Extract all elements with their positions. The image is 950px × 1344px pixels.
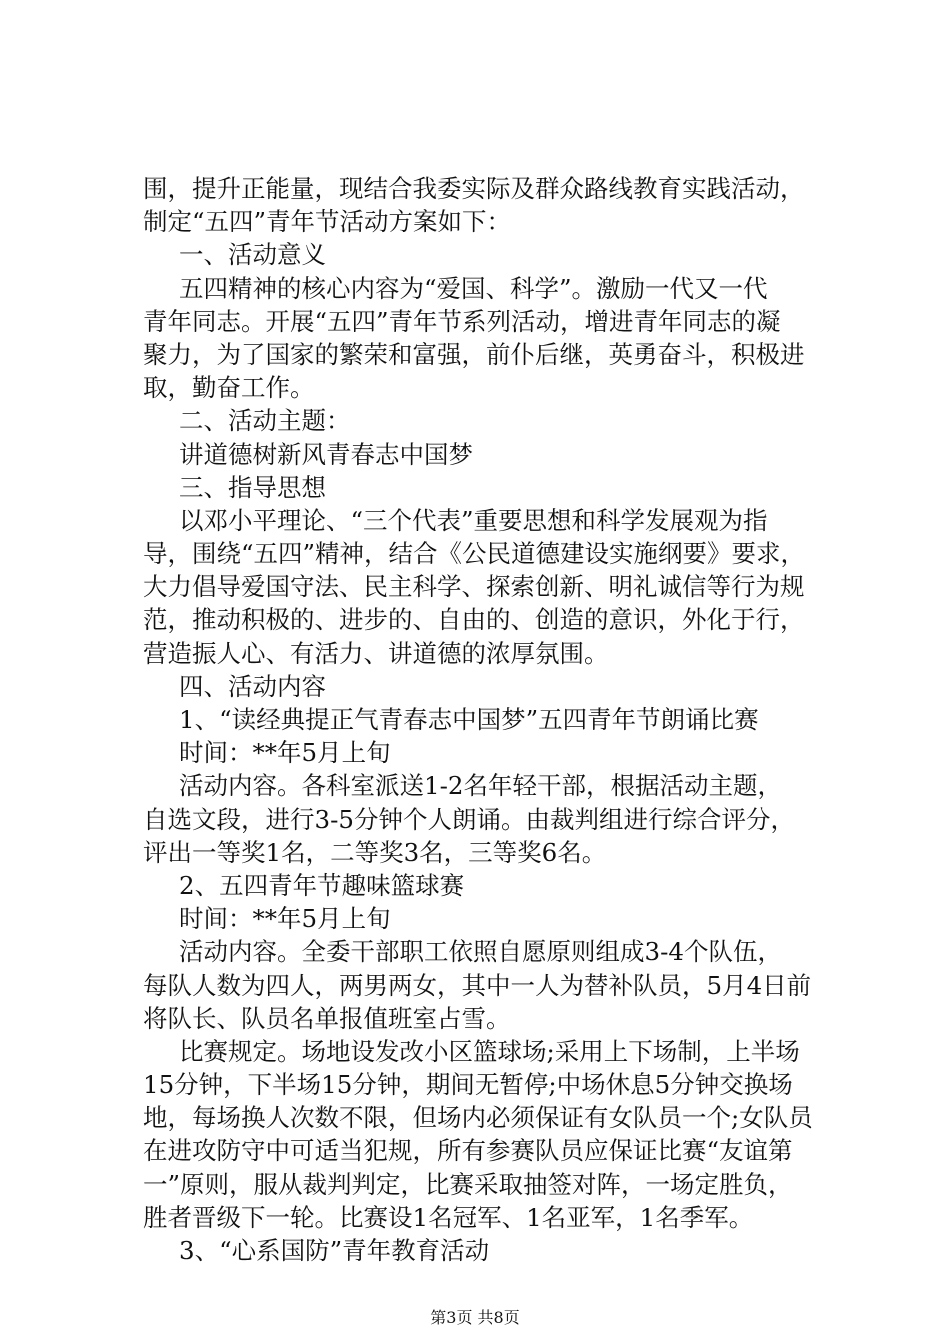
text-line: 聚力，为了国家的繁荣和富强，前仆后继，英勇奋斗，积极进	[143, 339, 805, 369]
document-body	[143, 172, 843, 1267]
text-line: 四、活动内容	[179, 671, 326, 701]
text-line: 以邓小平理论、“三个代表”重要思想和科学发展观为指	[179, 505, 768, 535]
text-line: 1、“读经典提正气青春志中国梦”五四青年节朗诵比赛	[179, 705, 759, 734]
text-line: 2、五四青年节趣味篮球赛	[179, 870, 465, 900]
text-line: 青年同志。开展“五四”青年节系列活动，增进青年同志的凝	[143, 306, 781, 336]
text-line: 范，推动积极的、进步的、自由的、创造的意识，外化于行，	[143, 605, 805, 635]
text-line: 胜者晋级下一轮。比赛设1名冠军、1名亚军，1名季军。	[143, 1202, 754, 1232]
text-line: 15分钟，下半场15分钟，期间无暂停;中场休息5分钟交换场	[143, 1070, 793, 1100]
text-line: 大力倡导爱国守法、民主科学、探索创新、明礼诚信等行为规	[143, 572, 805, 602]
text-line: 地，每场换人次数不限，但场内必须保证有女队员一个;女队员	[143, 1103, 813, 1133]
text-line: 五四精神的核心内容为“爱国、科学”。激励一代又一代	[179, 273, 768, 303]
text-line: 二、活动主题：	[179, 406, 351, 436]
text-line: 时间：**年5月上旬	[179, 904, 391, 934]
text-line: 3、“心系国防”青年教育活动	[179, 1236, 490, 1265]
text-line: 围，提升正能量，现结合我委实际及群众路线教育实践活动，	[143, 174, 805, 203]
text-line: 评出一等奖1名，二等奖3名，三等奖6名。	[143, 837, 607, 867]
text-line: 在进攻防守中可适当犯规，所有参赛队员应保证比赛“友谊第	[143, 1136, 793, 1166]
text-line: 一、活动意义	[179, 240, 326, 270]
text-line: 自选文段，进行3-5分钟个人朗诵。由裁判组进行综合评分，	[143, 804, 795, 834]
text-line: 营造振人心、有活力、讲道德的浓厚氛围。	[143, 638, 609, 668]
text-line: 活动内容。各科室派送1-2名年轻干部，根据活动主题，	[179, 771, 782, 801]
text-line: 时间：**年5月上旬	[179, 738, 391, 768]
text-line: 制定“五四”青年节活动方案如下：	[143, 207, 512, 237]
text-line: 讲道德树新风青春志中国梦	[179, 439, 473, 469]
text-line: 将队长、队员名单报值班室占雪。	[143, 1003, 511, 1033]
text-line: 比赛规定。场地设发改小区篮球场;采用上下场制，上半场	[179, 1036, 800, 1066]
text-line: 每队人数为四人，两男两女，其中一人为替补队员，5月4日前	[143, 970, 812, 1000]
text-line: 取，勤奋工作。	[143, 373, 315, 403]
text-line: 活动内容。全委干部职工依照自愿原则组成3-4个队伍，	[179, 937, 782, 967]
text-line: 一”原则，服从裁判判定，比赛采取抽签对阵，一场定胜负，	[143, 1169, 793, 1199]
text-line: 三、指导思想	[179, 472, 326, 502]
page-footer: 第3页 共8页	[430, 1308, 520, 1327]
text-line: 导，围绕“五四”精神，结合《公民道德建设实施纲要》要求，	[143, 539, 806, 569]
